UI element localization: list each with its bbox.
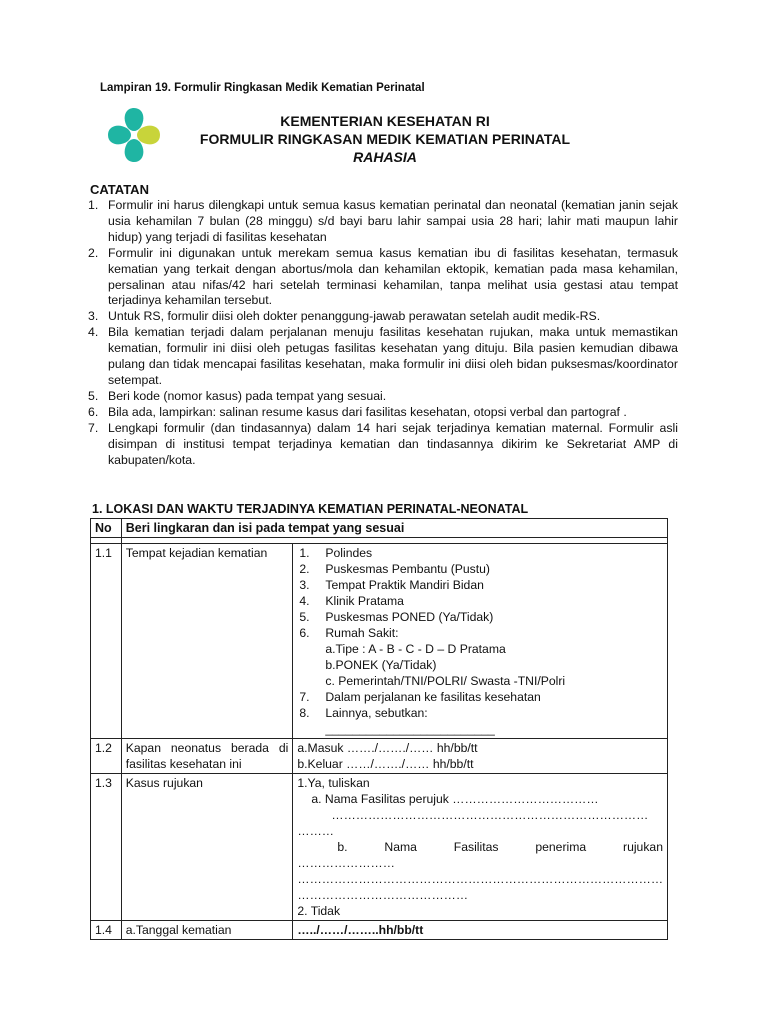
col-no-header: No [91,519,122,538]
stay-time-fields [293,739,668,774]
referral-fields: 1.Ya, tuliskan a. Nama Fasilitas perujuk ……………………………… …………………………………………………………………… ……… b. Nama Fasilitas penerima rujukan …………………… ……………………………………………………………………………… …………………………………… 2. Tidak [293,774,668,921]
hospital-poned-options[interactable]: b.PONEK (Ya/Tidak) [325,658,437,672]
option-item[interactable]: 3. Tempat Praktik Mandiri Bidan [299,578,484,592]
referral-no-option[interactable]: 2. Tidak [297,904,341,918]
option-item[interactable]: 5. Puskesmas PONED (Ya/Tidak) [299,610,494,624]
notes-title: CATATAN [90,182,149,197]
logo-petal-bottom [125,139,144,162]
death-place-options [293,544,668,739]
logo-petal-left [108,126,131,145]
row-label-death-date: a.Tanggal kematian [121,921,293,940]
table-row: 1.1 Tempat kejadian kematian 1. Polindes 2. Puskesmas Pembantu (Pustu) 3. Tempat Praktik Mandiri Bidan 4. Klinik Pratama 5. Puskesmas PONED (Ya/Tidak) 6. Rumah Sakit: a.Tipe : A - B - C - D – D Pratama b.PONEK (Ya/Tidak) c. Pemerintah/TNI/POLRI/ Swasta -TNI/Polri 7. Dalam perjalanan ke fasilitas kesehatan 8. Lainnya, sebutkan: _________________________ [91,544,668,739]
section-1-table [90,518,668,940]
form-title: FORMULIR RINGKASAN MEDIK KEMATIAN PERINATAL [199,131,571,147]
admission-date-field[interactable]: a.Masuk ……./……./…… hh/bb/tt [297,741,478,755]
other-place-blank[interactable]: _________________________ [325,722,495,736]
notes-list [88,198,678,468]
option-item[interactable]: 8. Lainnya, sebutkan: [299,706,428,720]
note-item: 4. Bila kematian terjadi dalam perjalanan menuju fasilitas kesehatan rujukan, maka untuk memastikan kematian, formulir ini diisi oleh petugas fasilitas kesehatan yang dituju. Bila pasien kemudian dibawa pulang dan tidak mencapai fasilitas kesehatan, maka formulir ini diisi oleh bidan puksesmas/koordinator setempat. [88,325,678,387]
table-header-row [91,519,668,538]
kemenkes-logo-icon [106,106,162,164]
receiving-facility-field[interactable]: b. Nama Fasilitas penerima rujukan [337,840,663,854]
table-row: 1.4 a.Tanggal kematian …../……/……..hh/bb/tt [91,921,668,940]
option-item[interactable]: 4. Klinik Pratama [299,594,404,608]
option-item[interactable]: 6. Rumah Sakit: [299,626,399,640]
note-item: 7. Lengkapi formulir (dan tindasannya) dalam 14 hari sejak terjadinya kematian maternal. Formulir asli disimpan di institusi tempat terjadinya kematian dan tindasannya dikirim ke Sekretariat AMP di kabupaten/kota. [88,420,678,467]
confidential-label: RAHASIA [353,149,417,165]
row-label-stay-time: Kapan neonatus berada di fasilitas kesehatan ini [121,739,293,774]
ministry-title: KEMENTERIAN KESEHATAN RI [280,113,490,129]
note-item: 3. Untuk RS, formulir diisi oleh dokter penanggung-jawab perawatan setelah audit medik-RS. [88,309,601,324]
hospital-ownership-options[interactable]: c. Pemerintah/TNI/POLRI/ Swasta -TNI/Polri [325,674,566,688]
document-header [170,112,600,166]
row-label-referral: Kasus rujukan [121,774,293,921]
note-item: 2. Formulir ini digunakan untuk merekam semua kasus kematian ibu di fasilitas kesehatan, termasuk kematian yang terkait dengan abortus/mola dan kehamilan ektopik, kematian pada masa kehamilan, persalinan atau nifas/42 hari setelah terminasi kehamilan, tanpa melihat usia gestasi atau tempat terjadinya kehamilan tersebut. [88,245,678,308]
hospital-type-options[interactable]: a.Tipe : A - B - C - D – D Pratama [325,642,506,656]
logo-petal-top [125,108,144,131]
option-item[interactable]: 2. Puskesmas Pembantu (Pustu) [299,562,490,576]
lampiran-caption: Lampiran 19. Formulir Ringkasan Medik Kematian Perinatal [100,82,425,94]
option-item[interactable]: 1. Polindes [299,546,373,560]
row-label-death-place: Tempat kejadian kematian [121,544,293,739]
note-item: 5. Beri kode (nomor kasus) pada tempat yang sesuai. [88,388,387,403]
option-item[interactable]: 7. Dalam perjalanan ke fasilitas kesehatan [299,690,541,704]
discharge-date-field[interactable]: b.Keluar ……/……./…… hh/bb/tt [297,757,474,771]
logo-petal-right [137,126,160,145]
col-instruction-header: Beri lingkaran dan isi pada tempat yang sesuai [121,519,667,538]
table-row: 1.2 Kapan neonatus berada di fasilitas kesehatan ini a.Masuk ……./……./…… hh/bb/tt b.Keluar ……/……./…… hh/bb/tt [91,739,668,774]
section-1-title: 1. LOKASI DAN WAKTU TERJADINYA KEMATIAN PERINATAL-NEONATAL [92,502,529,516]
table-row: 1.3 Kasus rujukan 1.Ya, tuliskan a. Nama Fasilitas perujuk ……………………………… …………………………………………………………………… ……… b. Nama Fasilitas penerima rujukan …………………… ……………………………………………………………………………… …………………………………… 2. Tidak [91,774,668,921]
death-date-field[interactable]: …../……/……..hh/bb/tt [293,921,668,940]
note-item: 1. Formulir ini harus dilengkapi untuk semua kasus kematian perinatal dan neonatal (kematian janin sejak usia kehamilan 7 bulan (28 minggu) s/d bayi baru lahir sampai usia 28 hari; lahir mati maupun lahir hidup) yang terjadi di fasilitas kesehatan [88,198,678,244]
note-item: 6. Bila ada, lampirkan: salinan resume kasus dari fasilitas kesehatan, otopsi verbal dan partograf . [88,404,627,419]
